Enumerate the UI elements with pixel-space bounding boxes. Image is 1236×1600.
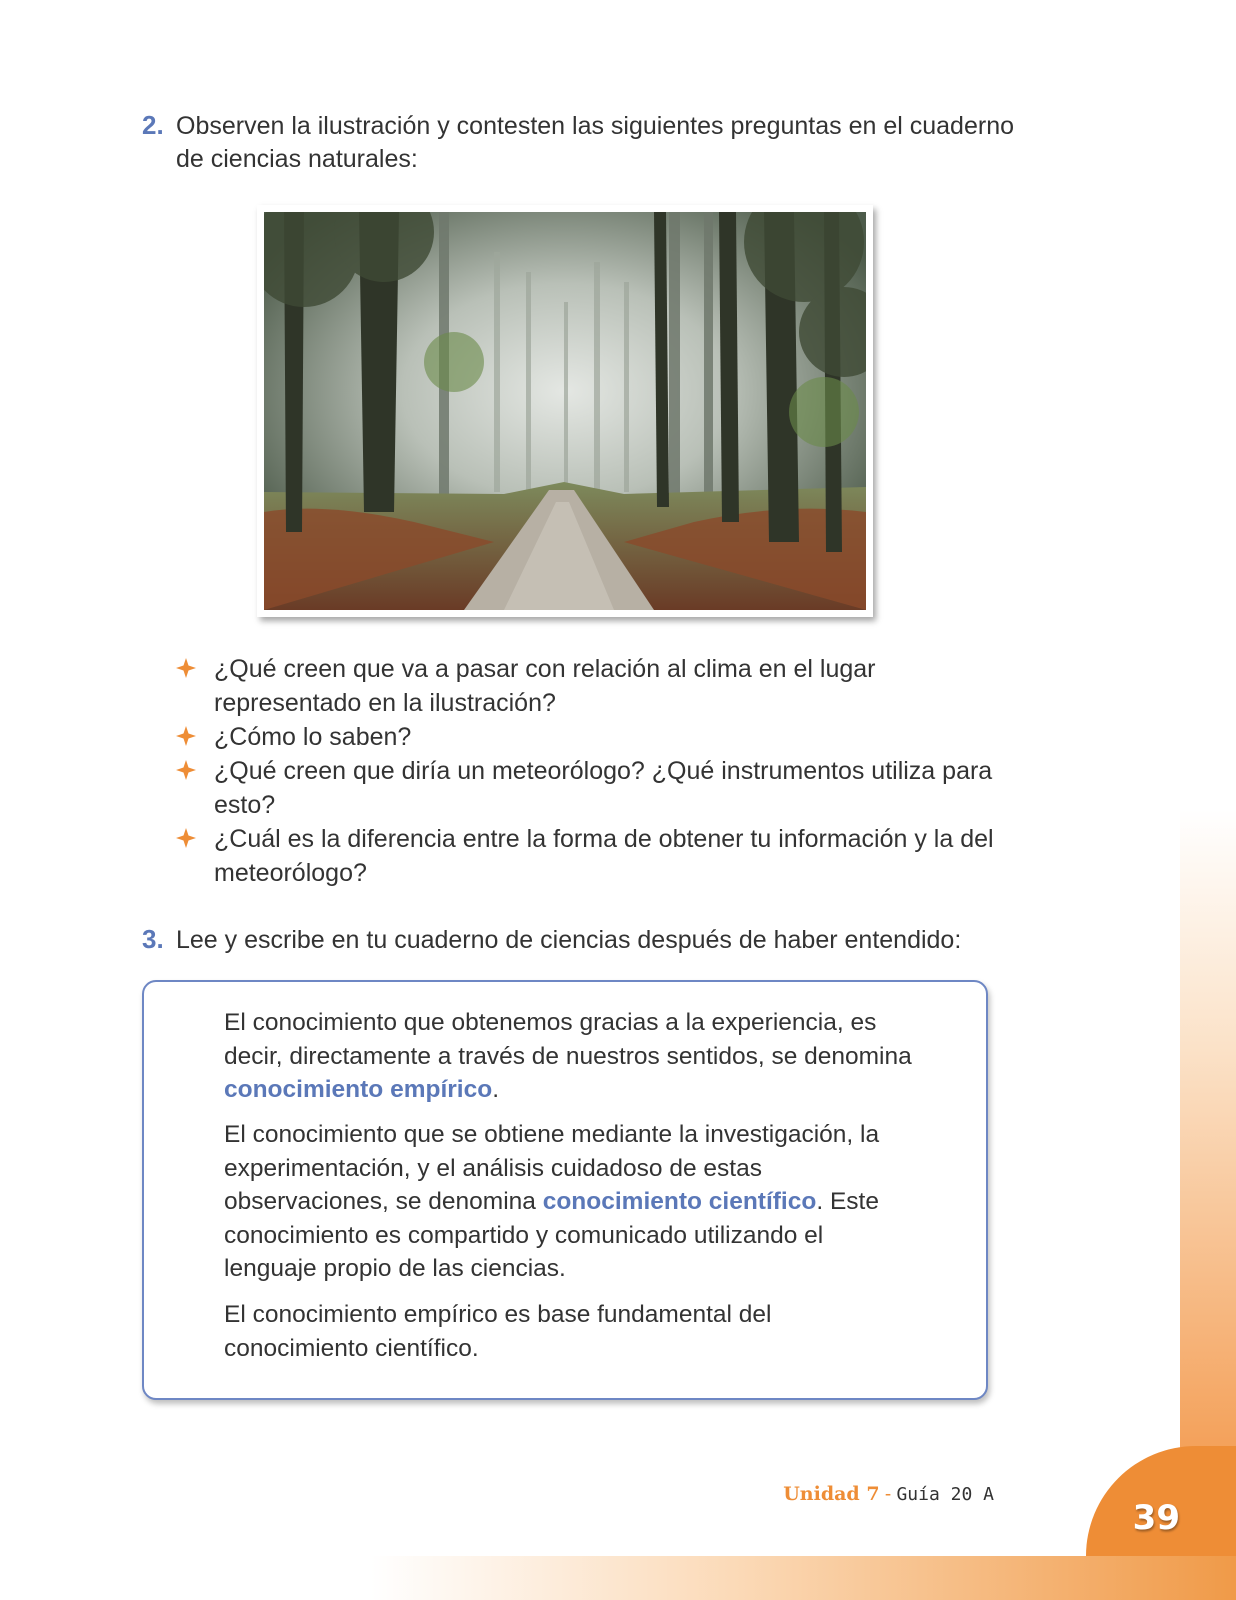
question-3-number: 3. <box>142 924 164 954</box>
footer-guide: Guía 20 A <box>896 1484 994 1505</box>
question-list <box>176 652 996 890</box>
definition-scientific <box>224 1118 914 1286</box>
page-number: 39 <box>1132 1498 1180 1538</box>
illustration-frame <box>257 205 873 617</box>
list-item <box>176 754 996 822</box>
bullet-text: ¿Qué creen que diría un meteorólogo? ¿Qué instrumentos utiliza para esto? <box>214 757 993 819</box>
footer-label <box>783 1483 994 1506</box>
foggy-forest-path-image <box>264 212 866 610</box>
bullet-text: ¿Cómo lo saben? <box>214 723 412 751</box>
definition-empirical <box>224 1006 914 1107</box>
orange-star-icon <box>176 760 196 780</box>
list-item <box>176 720 996 754</box>
definition-empirical-text: El conocimiento que obtenemos gracias a la experiencia, es decir, directamente a través de nuestros sentidos, se denomina <box>224 1009 912 1070</box>
orange-star-icon <box>176 726 196 746</box>
question-2 <box>142 108 1014 143</box>
question-3-text: Lee y escribe en tu cuaderno de ciencias después de haber entendido: <box>176 926 962 954</box>
definition-empirical-end: . <box>492 1076 499 1103</box>
question-2-line2: de ciencias naturales: <box>176 145 418 173</box>
footer-unit: Unidad 7 <box>783 1483 880 1505</box>
definition-relation: El conocimiento empírico es base fundamental del conocimiento científico. <box>224 1301 772 1362</box>
bullet-text: ¿Qué creen que va a pasar con relación al clima en el lugar representado en la ilustración? <box>214 655 876 717</box>
definition-box <box>142 980 988 1400</box>
term-scientific: conocimiento científico <box>542 1188 817 1215</box>
orange-bottom-gradient <box>0 1556 1236 1600</box>
footer-separator: - <box>879 1484 897 1505</box>
definition-scientific-end: . Este conocimiento es compartido y comunicado utilizando el lenguaje propio de las ciencias. <box>224 1188 879 1282</box>
list-item <box>176 652 996 720</box>
list-item <box>176 822 996 890</box>
question-2-number: 2. <box>142 110 164 140</box>
definition-scientific-text: El conocimiento que se obtiene mediante la investigación, la experimentación, y el análisis cuidadoso de estas observaciones, se denomina <box>224 1121 880 1215</box>
orange-star-icon <box>176 658 196 678</box>
term-empirical: conocimiento empírico <box>224 1076 493 1103</box>
orange-star-icon <box>176 828 196 848</box>
bullet-text: ¿Cuál es la diferencia entre la forma de obtener tu información y la del meteorólogo? <box>214 825 994 887</box>
question-2-line1: Observen la ilustración y contesten las siguientes preguntas en el cuaderno <box>176 112 1015 140</box>
question-3 <box>142 922 961 957</box>
